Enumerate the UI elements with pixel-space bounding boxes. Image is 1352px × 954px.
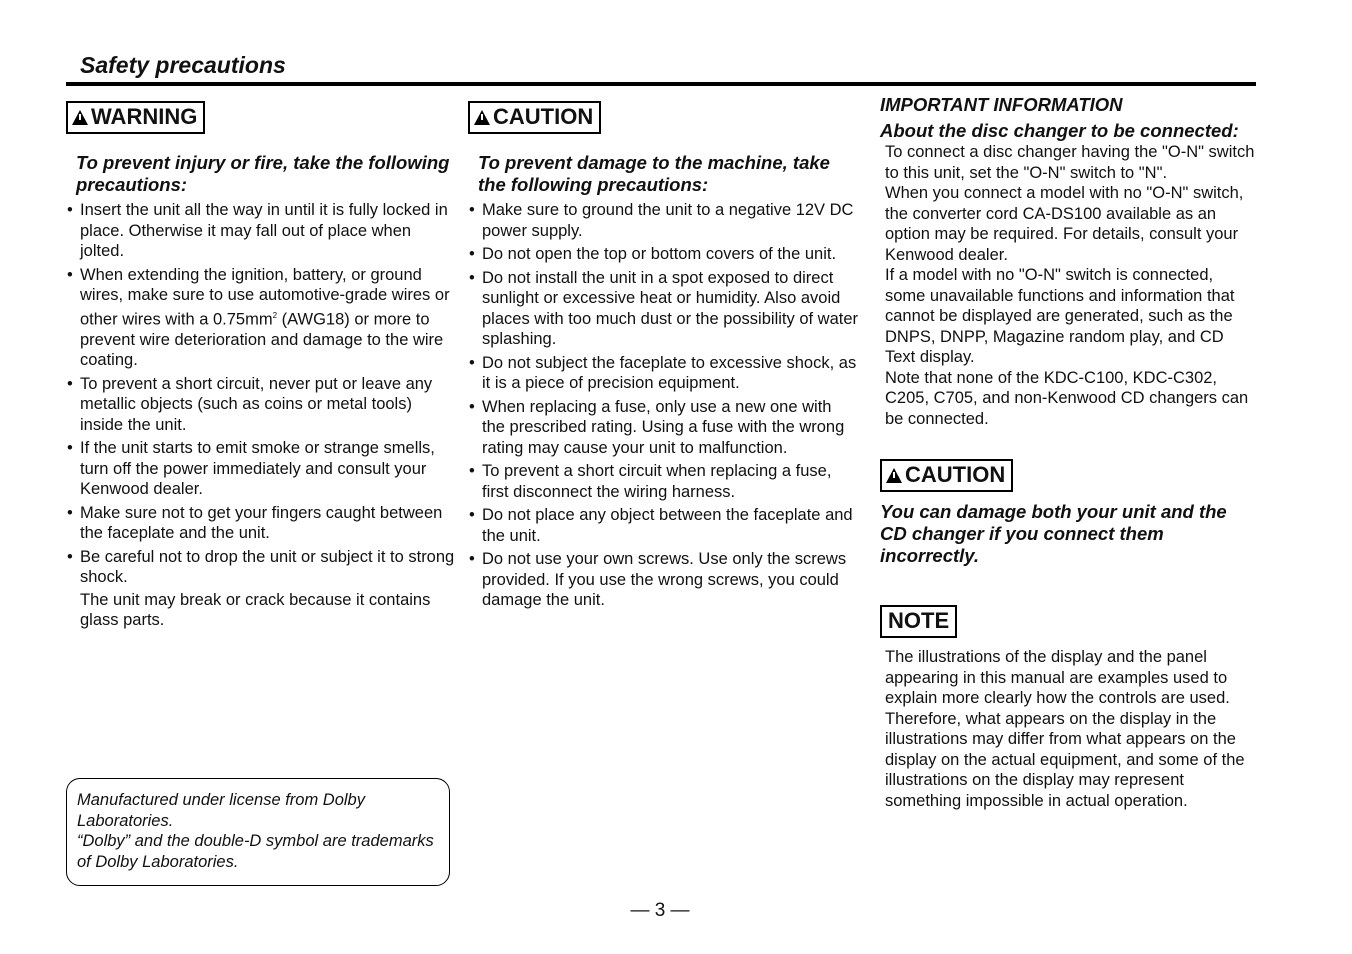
important-heading: IMPORTANT INFORMATION bbox=[880, 94, 1123, 115]
important-paragraph: If a model with no "O-N" switch is connected, some unavailable functions and information that cannot be displayed are generated, such as the DNPS, DNPP, Magazine random play, and CD Text display. bbox=[885, 266, 1235, 366]
warning-triangle-icon bbox=[72, 110, 88, 125]
list-item: • Do not use your own screws. Use only the screws provided. If you use the wrong screws, you could damage the unit. bbox=[468, 549, 858, 611]
changer-caution-text: You can damage both your unit and the CD changer if you connect them incorrectly. bbox=[880, 501, 1227, 566]
list-item: • Do not install the unit in a spot exposed to direct sunlight or excessive heat or humidity. Also avoid places with too much dust or the possibility of water splashing. bbox=[468, 268, 858, 350]
warning-label bbox=[66, 101, 205, 134]
title-divider bbox=[66, 82, 1256, 86]
dolby-line-2: “Dolby” and the double-D symbol are trademarks of Dolby Laboratories. bbox=[77, 832, 434, 871]
important-paragraph: Note that none of the KDC-C100, KDC-C302, C205, C705, and non-Kenwood CD changers can be connected. bbox=[885, 368, 1249, 428]
list-item: • To prevent a short circuit, never put or leave any metallic objects (such as coins or metal tools) inside the unit. bbox=[66, 374, 456, 436]
list-item: • If the unit starts to emit smoke or strange smells, turn off the power immediately and consult your Kenwood dealer. bbox=[66, 438, 456, 500]
list-item-note: The unit may break or crack because it contains glass parts. bbox=[80, 590, 431, 629]
list-item: • Be careful not to drop the unit or subject it to strong shock. The unit may break or crack because it contains glass parts. bbox=[66, 547, 456, 631]
dolby-line-1: Manufactured under license from Dolby Laboratories. bbox=[77, 791, 365, 830]
caution-section bbox=[468, 101, 858, 614]
list-item: • Insert the unit all the way in until it is fully locked in place. Otherwise it may fall out of place when jolted. bbox=[66, 200, 456, 262]
important-subheading: About the disc changer to be connected: bbox=[880, 120, 1239, 141]
note-section bbox=[880, 605, 1255, 811]
caution-label bbox=[468, 101, 601, 134]
important-paragraph: To connect a disc changer having the "O-N" switch to this unit, set the "O-N" switch to "N". bbox=[885, 143, 1255, 182]
caution-list bbox=[468, 200, 858, 611]
list-item: • Do not place any object between the faceplate and the unit. bbox=[468, 505, 858, 546]
list-item: • To prevent a short circuit when replacing a fuse, first disconnect the wiring harness. bbox=[468, 461, 858, 502]
caution-label bbox=[880, 459, 1013, 492]
superscript: 2 bbox=[272, 310, 278, 320]
caution-label-text: CAUTION bbox=[493, 104, 594, 129]
caution-label-text: CAUTION bbox=[905, 462, 1006, 487]
caution-triangle-icon bbox=[886, 468, 902, 483]
warning-section bbox=[66, 101, 456, 634]
important-paragraph: When you connect a model with no "O-N" switch, the converter cord CA-DS100 available as an option may be required. For details, consult your Kenwood dealer. bbox=[885, 184, 1244, 264]
list-item: • Make sure not to get your fingers caught between the faceplate and the unit. bbox=[66, 503, 456, 544]
note-text: The illustrations of the display and the panel appearing in this manual are examples used to explain more clearly how the controls are used. Therefore, what appears on the display in the illustrations may differ from what appears on the display on the actual equipment, and some of the illustrations on the display may represent something impossible in actual operation. bbox=[885, 648, 1245, 810]
note-label: NOTE bbox=[880, 605, 957, 638]
important-section bbox=[880, 94, 1255, 811]
page-title: Safety precautions bbox=[80, 52, 286, 78]
list-item: • Make sure to ground the unit to a negative 12V DC power supply. bbox=[468, 200, 858, 241]
warning-list bbox=[66, 200, 456, 631]
list-item: • Do not subject the faceplate to excessive shock, as it is a piece of precision equipment. bbox=[468, 353, 858, 394]
list-item: • Do not open the top or bottom covers of the unit. bbox=[468, 244, 858, 265]
list-item: • When replacing a fuse, only use a new one with the prescribed rating. Using a fuse with the wrong rating may cause your unit to malfunction. bbox=[468, 397, 858, 459]
warning-label-text: WARNING bbox=[91, 104, 198, 129]
warning-heading: To prevent injury or fire, take the following precautions: bbox=[76, 152, 450, 195]
dolby-notice bbox=[66, 778, 450, 886]
caution-triangle-icon bbox=[474, 110, 490, 125]
list-item: • When extending the ignition, battery, or ground wires, make sure to use automotive-grade wires or other wires with a $0.75mm^2$ (AWG18) or more to prevent wire deterioration and damage to the wire coating. bbox=[66, 265, 456, 371]
changer-caution bbox=[880, 459, 1255, 567]
caution-heading: To prevent damage to the machine, take the following precautions: bbox=[478, 152, 830, 195]
page-number: — 3 — bbox=[630, 900, 690, 921]
